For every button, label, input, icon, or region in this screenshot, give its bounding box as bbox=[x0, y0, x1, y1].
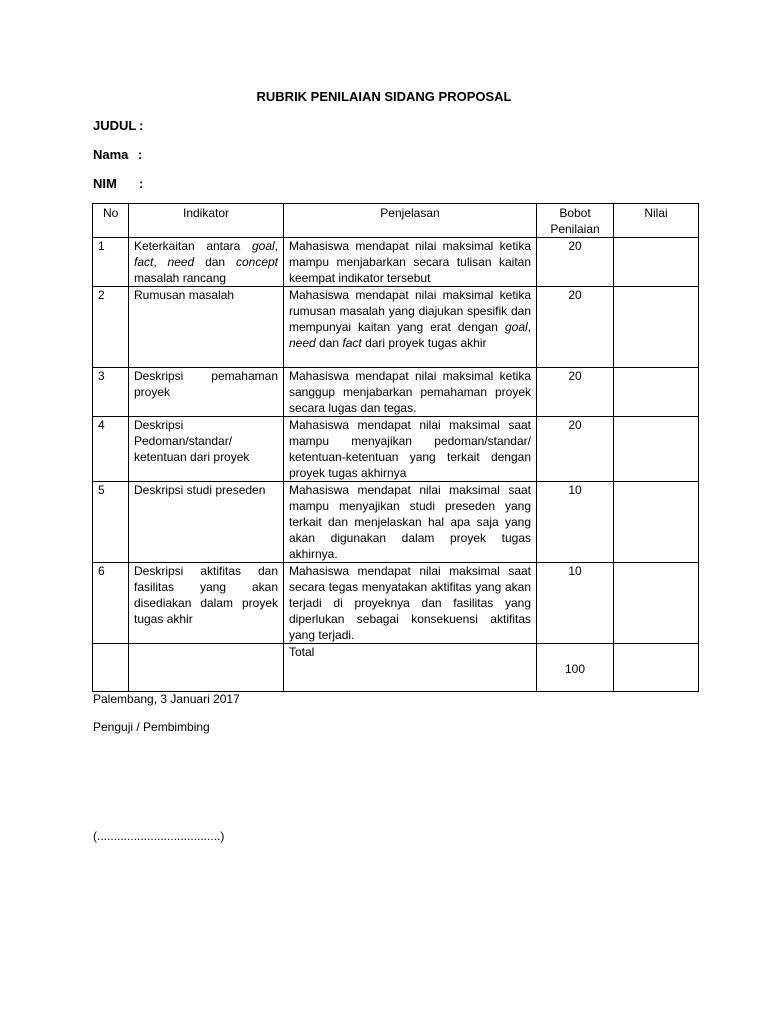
row-nilai bbox=[614, 287, 699, 368]
row-penjelasan bbox=[284, 287, 537, 368]
row-indikator-text: concept bbox=[235, 255, 278, 269]
row-no: 2 bbox=[93, 287, 129, 368]
field-judul-colon: : bbox=[139, 118, 144, 133]
row-penjelasan-text: need bbox=[289, 336, 316, 350]
row-no: 4 bbox=[93, 417, 129, 482]
total-indikator-cell bbox=[129, 644, 284, 692]
row-indikator-text: need bbox=[167, 255, 195, 269]
row-bobot: 20 bbox=[537, 417, 614, 482]
table-row bbox=[93, 368, 699, 417]
row-penjelasan-text: dan bbox=[315, 336, 343, 350]
header-indikator: Indikator bbox=[129, 204, 284, 238]
row-nilai bbox=[614, 417, 699, 482]
row-penjelasan-text: Mahasiswa mendapat nilai maksimal ketika sanggup menjabarkan pemahaman proyek secara lugas dan tegas. bbox=[289, 369, 531, 415]
row-indikator bbox=[129, 482, 284, 563]
row-indikator-text: , bbox=[153, 255, 168, 269]
row-penjelasan-text: Mahasiswa mendapat nilai maksimal ketika rumusan masalah yang diajukan spesifik dan mempunyai kaitan yang erat dengan bbox=[289, 288, 531, 334]
row-penjelasan-text: Mahasiswa mendapat nilai maksimal saat secara tegas menyatakan aktifitas yang akan terjadi di proyeknya dan fasilitas yang diperlukan sebagai konsekuensi aktifitas yang terjadi. bbox=[289, 564, 531, 642]
header-bobot-line1: Bobot bbox=[559, 206, 591, 220]
row-penjelasan-text: , bbox=[527, 320, 531, 334]
row-penjelasan-text: fact bbox=[342, 336, 362, 350]
row-indikator-text: Rumusan masalah bbox=[134, 288, 235, 302]
field-nama-colon: : bbox=[138, 147, 143, 162]
total-nilai-cell bbox=[614, 644, 699, 692]
table-row bbox=[93, 563, 699, 644]
place-date: Palembang, 3 Januari 2017 bbox=[93, 692, 240, 706]
header-nilai: Nilai bbox=[614, 204, 699, 238]
row-indikator bbox=[129, 563, 284, 644]
field-nim-label: NIM bbox=[93, 176, 117, 191]
rubric-table bbox=[92, 203, 699, 692]
header-no: No bbox=[93, 204, 129, 238]
row-no: 3 bbox=[93, 368, 129, 417]
row-indikator bbox=[129, 368, 284, 417]
row-indikator-text: masalah rancang bbox=[134, 271, 227, 285]
table-row bbox=[93, 482, 699, 563]
header-bobot-line2: Penilaian bbox=[550, 222, 600, 236]
total-no-cell bbox=[93, 644, 129, 692]
field-judul bbox=[93, 118, 144, 133]
row-indikator-text: Deskripsi Pedoman/standar/ ketentuan dari proyek bbox=[134, 418, 250, 464]
field-judul-label: JUDUL bbox=[93, 118, 137, 133]
row-indikator bbox=[129, 238, 284, 287]
header-bobot bbox=[537, 204, 614, 238]
row-indikator bbox=[129, 287, 284, 368]
row-indikator-text: , bbox=[274, 239, 278, 253]
table-row bbox=[93, 417, 699, 482]
row-indikator-text: Deskripsi aktifitas dan fasilitas yang akan disediakan dalam proyek tugas akhir bbox=[134, 564, 278, 626]
row-nilai bbox=[614, 482, 699, 563]
row-penjelasan-text: Mahasiswa mendapat nilai maksimal ketika mampu menjabarkan secara tulisan kaitan keempat indikator tersebut bbox=[289, 239, 531, 285]
table-row bbox=[93, 287, 699, 368]
row-indikator-text: fact bbox=[134, 255, 154, 269]
row-indikator-text: Deskripsi pemahaman proyek bbox=[134, 369, 278, 399]
row-penjelasan bbox=[284, 238, 537, 287]
row-no: 1 bbox=[93, 238, 129, 287]
row-bobot: 20 bbox=[537, 368, 614, 417]
row-penjelasan-text: dari proyek tugas akhir bbox=[361, 336, 487, 350]
total-value: 100 bbox=[537, 644, 614, 692]
field-nama-label: Nama bbox=[93, 147, 129, 162]
row-no: 6 bbox=[93, 563, 129, 644]
row-nilai bbox=[614, 368, 699, 417]
row-indikator-text: Deskripsi studi preseden bbox=[134, 483, 266, 497]
field-nim bbox=[93, 176, 144, 191]
row-bobot: 20 bbox=[537, 287, 614, 368]
row-nilai bbox=[614, 238, 699, 287]
row-bobot: 10 bbox=[537, 482, 614, 563]
row-bobot: 20 bbox=[537, 238, 614, 287]
document-title: RUBRIK PENILAIAN SIDANG PROPOSAL bbox=[256, 89, 512, 104]
header-penjelasan: Penjelasan bbox=[284, 204, 537, 238]
table-total-row bbox=[93, 644, 699, 692]
signature-line: (.....................................) bbox=[93, 829, 225, 843]
row-penjelasan-text: Mahasiswa mendapat nilai maksimal saat mampu menyajikan studi preseden yang terkait dan menjelaskan hal apa saja yang akan digunakan dalam proyek tugas akhirnya. bbox=[289, 483, 531, 561]
table-row bbox=[93, 238, 699, 287]
row-penjelasan bbox=[284, 482, 537, 563]
row-penjelasan bbox=[284, 417, 537, 482]
row-penjelasan bbox=[284, 368, 537, 417]
field-nim-colon: : bbox=[139, 176, 144, 191]
row-indikator-text: dan bbox=[194, 255, 236, 269]
row-penjelasan bbox=[284, 563, 537, 644]
table-header-row bbox=[93, 204, 699, 238]
row-indikator-text: Keterkaitan antara bbox=[134, 239, 252, 253]
row-indikator bbox=[129, 417, 284, 482]
row-bobot: 10 bbox=[537, 563, 614, 644]
row-no: 5 bbox=[93, 482, 129, 563]
row-indikator-text: goal bbox=[251, 239, 275, 253]
examiner-label: Penguji / Pembimbing bbox=[93, 720, 210, 734]
table-body bbox=[93, 238, 699, 644]
row-nilai bbox=[614, 563, 699, 644]
total-label: Total bbox=[284, 644, 537, 692]
row-penjelasan-text: goal bbox=[504, 320, 528, 334]
field-nama bbox=[93, 147, 143, 162]
row-penjelasan-text: Mahasiswa mendapat nilai maksimal saat mampu menyajikan pedoman/standar/ ketentuan-ketentuan yang terkait dengan proyek tugas akhirnya bbox=[289, 418, 531, 480]
